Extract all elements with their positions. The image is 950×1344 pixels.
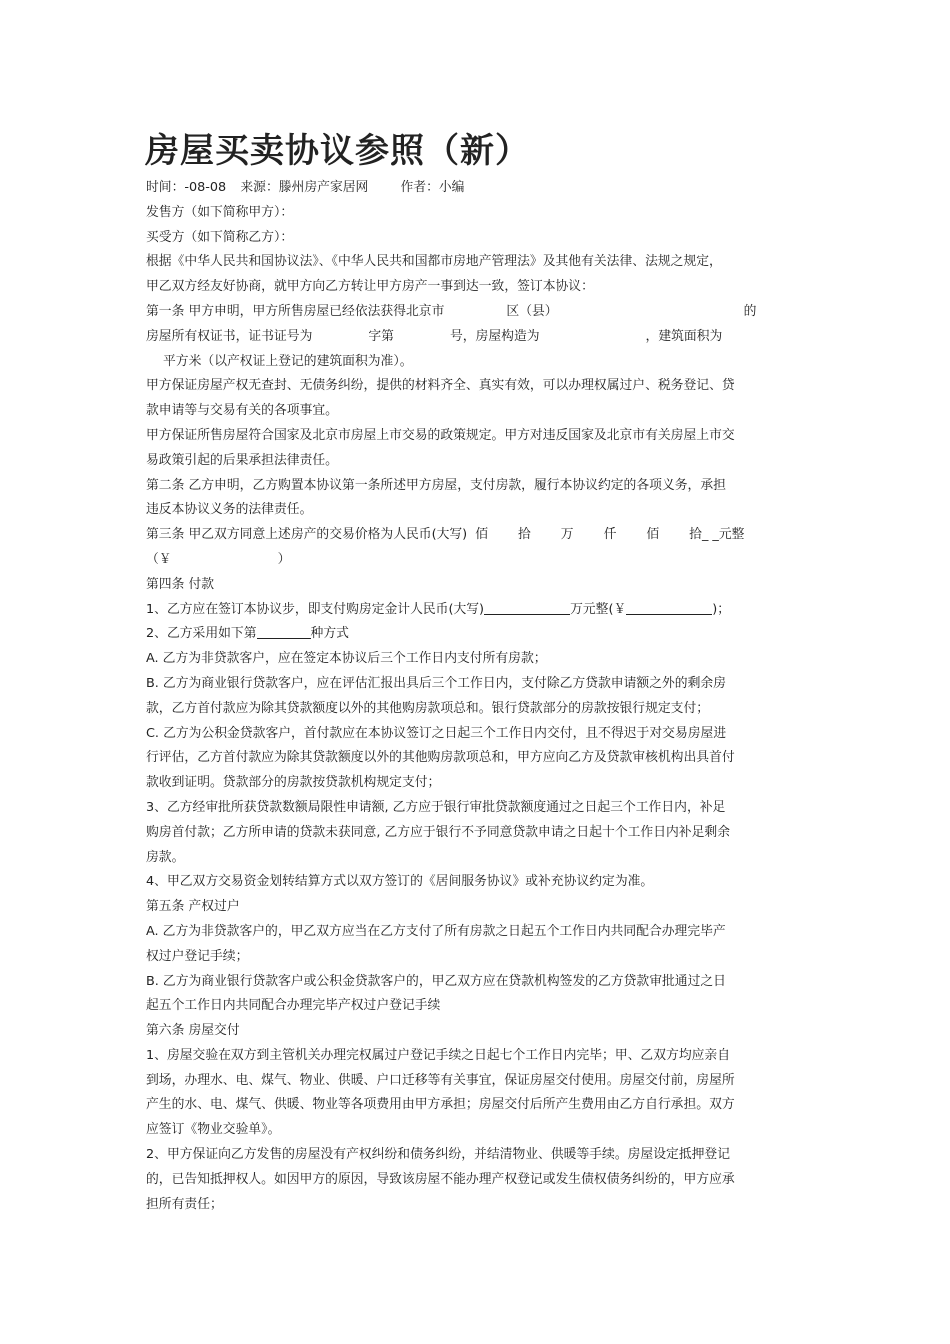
price-ten-yuan: 拾_ _元整 — [689, 527, 745, 543]
article-4-item-3-line-3: 房款。 — [146, 849, 185, 865]
article-5-option-a-line-1: A. 乙方为非贷款客户的，甲乙双方应当在乙方支付了所有房款之日起五个工作日内共同配合办理完毕产 — [146, 923, 726, 939]
article-1-text-g: ，建筑面积为 — [645, 328, 723, 344]
party-b-line: 买受方（如下简称乙方）： — [146, 229, 294, 245]
article-1-text-e: 字第 — [368, 328, 394, 344]
article-1-line-3: 平方米（以产权证上登记的建筑面积为准）。 — [163, 353, 413, 369]
article-6-item-2-line-2: 的，已告知抵押权人。如因甲方的原因，导致该房屋不能办理产权登记或发生债权债务纠纷的，甲方应承 — [146, 1171, 735, 1187]
article-1-text-d: 房屋所有权证书，证书证号为 — [146, 328, 313, 344]
article-4-item-1 — [146, 598, 806, 623]
article-4-item-3-line-2: 购房首付款；乙方所申请的贷款未获同意, 乙方应于银行不予同意贷款申请之日起十个工作日内补足剩余 — [146, 824, 730, 840]
guarantee-1-line-1: 甲方保证房屋产权无查封、无债务纠纷，提供的材料齐全、真实有效，可以办理权属过户、税务登记、贷 — [146, 378, 735, 394]
article-4-option-c-line-1: C. 乙方为公积金贷款客户，首付款应在本协议签订之日起三个工作日内交付，且不得迟于对交易房屋进 — [146, 725, 727, 741]
article-6-item-2-line-3: 担所有责任； — [146, 1196, 223, 1212]
deposit-text-c: )； — [712, 601, 731, 617]
guarantee-1-line-2: 款申请等与交易有关的各项事宜。 — [146, 403, 338, 419]
article-1-text-b: 区（县） — [506, 303, 558, 319]
method-blank[interactable] — [257, 623, 311, 639]
article-1-text-f: 号，房屋构造为 — [449, 328, 540, 344]
price-hundred: 佰 — [646, 527, 660, 543]
article-4-option-c-line-3: 款收到证明。贷款部分的房款按贷款机构规定支付； — [146, 775, 441, 791]
price-ten-thousand: 万 — [560, 527, 574, 543]
article-3-text-b: （￥ — [146, 551, 172, 567]
article-3-text-c: ） — [277, 551, 291, 567]
intro-line-2: 甲乙双方经友好协商，就甲方向乙方转让甲方房产一事到达一致，签订本协议： — [146, 279, 594, 295]
article-5-heading: 第五条 产权过户 — [146, 899, 240, 915]
meta-line — [146, 176, 806, 201]
deposit-amount-blank[interactable] — [484, 599, 570, 615]
article-3-line-1 — [146, 523, 806, 548]
deposit-yuan-blank[interactable] — [626, 599, 712, 615]
article-6-item-1-line-3: 产生的水、电、煤气、供暖、物业等各项费用由甲方承担；房屋交付后所产生费用由乙方自行承担。双方 — [146, 1097, 735, 1113]
price-hundred-million: 佰 — [475, 527, 488, 543]
article-4-item-2 — [146, 622, 806, 647]
deposit-text-a: 1、乙方应在签订本协议步，即支付购房定金计人民币(大写) — [146, 601, 485, 617]
article-5-option-a-line-2: 权过户登记手续； — [146, 948, 249, 964]
article-5-option-b-line-1: B. 乙方为商业银行贷款客户或公积金贷款客户的，甲乙双方应在贷款机构签发的乙方贷款审批通过之日 — [146, 973, 726, 989]
article-1-text-a: 第一条 甲方申明，甲方所售房屋已经依法获得北京市 — [146, 303, 445, 319]
article-6-heading: 第六条 房屋交付 — [146, 1023, 240, 1039]
article-1-line-2 — [146, 325, 806, 350]
guarantee-2-line-1: 甲方保证所售房屋符合国家及北京市房屋上市交易的政策规定。甲方对违反国家及北京市有关房屋上市交 — [146, 427, 735, 443]
article-4-option-a: A. 乙方为非贷款客户，应在签定本协议后三个工作日内支付所有房款； — [146, 651, 547, 667]
article-6-item-1-line-2: 到场，办理水、电、煤气、物业、供暖、户口迁移等有关事宜，保证房屋交付使用。房屋交付前，房屋所 — [146, 1072, 735, 1088]
method-text-b: 种方式 — [310, 626, 349, 642]
article-1-text-c: 的 — [743, 303, 757, 319]
article-4-option-b-line-2: 款，乙方首付款应为除其贷款额度以外的其他购房款项总和。银行贷款部分的房款按银行规定支付； — [146, 700, 710, 716]
article-2-line-1: 第二条 乙方申明，乙方购置本协议第一条所述甲方房屋，支付房款，履行本协议约定的各项义务，承担 — [146, 477, 726, 493]
document-page — [146, 128, 806, 1217]
method-text-a: 2、乙方采用如下第 — [146, 626, 257, 642]
article-4-item-3-line-1: 3、乙方经审批所获贷款数额局限性申请额, 乙方应于银行审批贷款额度通过之日起三个工作日内，补足 — [146, 799, 726, 815]
article-3-text-a: 第三条 甲乙双方同意上述房产的交易价格为人民币(大写) — [146, 527, 468, 543]
intro-line-1: 根据《中华人民共和国协议法》、《中华人民共和国都市房地产管理法》及其他有关法律、法规之规定， — [146, 254, 722, 270]
article-6-item-1-line-4: 应签订《物业交验单》。 — [146, 1122, 281, 1138]
article-4-heading: 第四条 付款 — [146, 576, 215, 592]
article-3-line-2 — [146, 548, 806, 573]
article-6-item-1-line-1: 1、房屋交验在双方到主管机关办理完权属过户登记手续之日起七个工作日内完毕；甲、乙双方均应亲自 — [146, 1047, 731, 1063]
article-4-option-b-line-1: B. 乙方为商业银行贷款客户，应在评估汇报出具后三个工作日内，支付除乙方贷款申请额之外的剩余房 — [146, 675, 726, 691]
party-a-line: 发售方（如下简称甲方）： — [146, 204, 294, 220]
article-2-line-2: 违反本协议义务的法律责任。 — [146, 502, 313, 518]
article-4-option-c-line-2: 行评估，乙方首付款应为除其贷款额度以外的其他购房款项总和，甲方应向乙方及贷款审核机构出具首付 — [146, 750, 735, 766]
price-ten-million: 拾 — [517, 527, 531, 543]
article-4-item-4: 4、甲乙双方交易资金划转结算方式以双方签订的《居间服务协议》或补充协议约定为准。 — [146, 874, 654, 890]
meta-source: 来源：滕州房产家居网 — [240, 180, 369, 195]
article-5-option-b-line-2: 起五个工作日内共同配合办理完毕产权过户登记手续 — [146, 998, 441, 1014]
guarantee-2-line-2: 易政策引起的后果承担法律责任。 — [146, 452, 338, 468]
article-6-item-2-line-1: 2、甲方保证向乙方发售的房屋没有产权纠纷和债务纠纷，并结清物业、供暖等手续。房屋设定抵押登记 — [146, 1147, 731, 1163]
page-title: 房屋买卖协议参照（新） — [145, 131, 530, 171]
meta-author: 作者：小编 — [400, 180, 465, 195]
price-thousand: 仟 — [603, 527, 617, 543]
deposit-text-b: 万元整(￥ — [570, 601, 627, 617]
article-1-line-1 — [146, 300, 806, 325]
meta-time: 时间：-08-08 — [146, 180, 227, 195]
